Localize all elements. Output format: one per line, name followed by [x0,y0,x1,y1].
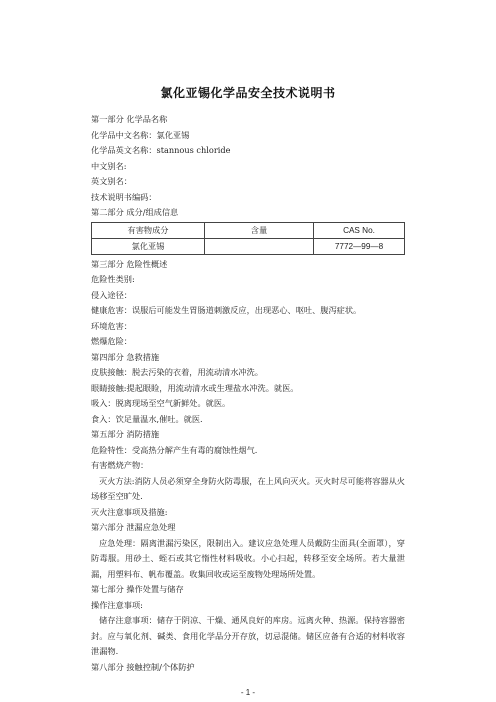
hazard-category-line: 危险性类别: [91,274,135,284]
extinguishing-notes-line: 灭火注意事项及措施: [91,506,168,517]
table-header-cell: 有害物成分 [92,222,205,238]
section-2-heading: 第二部分 成分/组成信息 [91,207,179,217]
document-title: 氯化亚锡化学品安全技术说明书 [160,86,336,100]
chinese-alias-line: 中文别名: [91,160,127,171]
extinguishing-method-paragraph: 灭火方法:消防人员必须穿全身防火防毒服，在上风向灭火。灭火时尽可能将容器从火场移至空旷处. [91,475,405,501]
eye-contact-line: 眼睛接触:提起眼睑，用流动清水或生理盐水冲洗。就医。 [91,382,299,393]
section-4-heading: 第四部分 急救措施 [91,351,160,362]
chinese-name-line: 化学品中文名称：氯化亚锡 [91,129,190,140]
spec-code-line: 技术说明书编码： [91,191,157,202]
skin-contact-line: 皮肤接触：脱去污染的衣着，用流动清水冲洗。 [91,367,263,377]
section-8-heading: 第八部分 接触控制/个体防护 [91,661,195,672]
hazard-property-line: 危险特性：受高热分解产生有毒的腐蚀性烟气. [91,444,258,455]
explosion-hazard-line: 燃爆危险： [91,336,132,346]
page-number: - 1 - [240,688,256,697]
combustion-products-line: 有害燃烧产物： [91,460,149,470]
table-cell [205,238,314,254]
environment-hazard-line: 环境危害： [91,320,132,331]
exposure-route-line: 侵入途径： [91,289,132,300]
table-cell: 7772—99—8 [314,238,405,254]
section-6-heading: 第六部分 泄漏应急处理 [91,522,176,532]
table-header-cell: 含量 [205,222,314,238]
table-row [92,238,405,254]
section-5-heading: 第五部分 消防措施 [91,429,160,439]
storage-notes-paragraph: 储存注意事项：储存于阴凉、干燥、通风良好的库房。远离火种、热源。保持容器密封。应与氧化剂、碱类、食用化学品分开存放，切忌混储。储区应备有合适的材料收容泄漏物. [91,615,405,656]
emergency-response-paragraph: 应急处理：隔离泄漏污染区，限制出入。建议应急处理人员戴防尘面具(全面罩），穿防毒服。用砂土、蛭石或其它惰性材料吸收。小心扫起，转移至安全场所。若大量泄漏，用塑料布、帆布覆盖。收集回收或运至废物处理场所处置。 [91,537,405,579]
inhalation-line: 吸入：脱离现场至空气新鲜处。就医。 [91,398,231,408]
section-1-heading: 第一部分 化学品名称 [91,114,168,124]
table-cell: 氯化亚锡 [92,238,205,254]
table-header-cell: CAS No. [314,222,405,238]
english-name-line: 化学品英文名称：stannous chloride [91,145,231,155]
table-header-row [92,222,405,238]
document-body [91,112,405,675]
section-7-heading: 第七部分 操作处置与储存 [91,584,184,594]
ingestion-line: 食入：饮足量温水,催吐。就医. [91,413,203,424]
handling-notes-line: 操作注意事项: [91,599,143,610]
english-alias-line: 英文别名： [91,176,132,186]
composition-table [91,222,405,255]
health-hazard-line: 健康危害：误服后可能发生胃肠道刺激反应，出现恶心、呕吐、腹泻症状。 [91,305,362,315]
section-3-heading: 第三部分 危险性概述 [91,258,168,269]
